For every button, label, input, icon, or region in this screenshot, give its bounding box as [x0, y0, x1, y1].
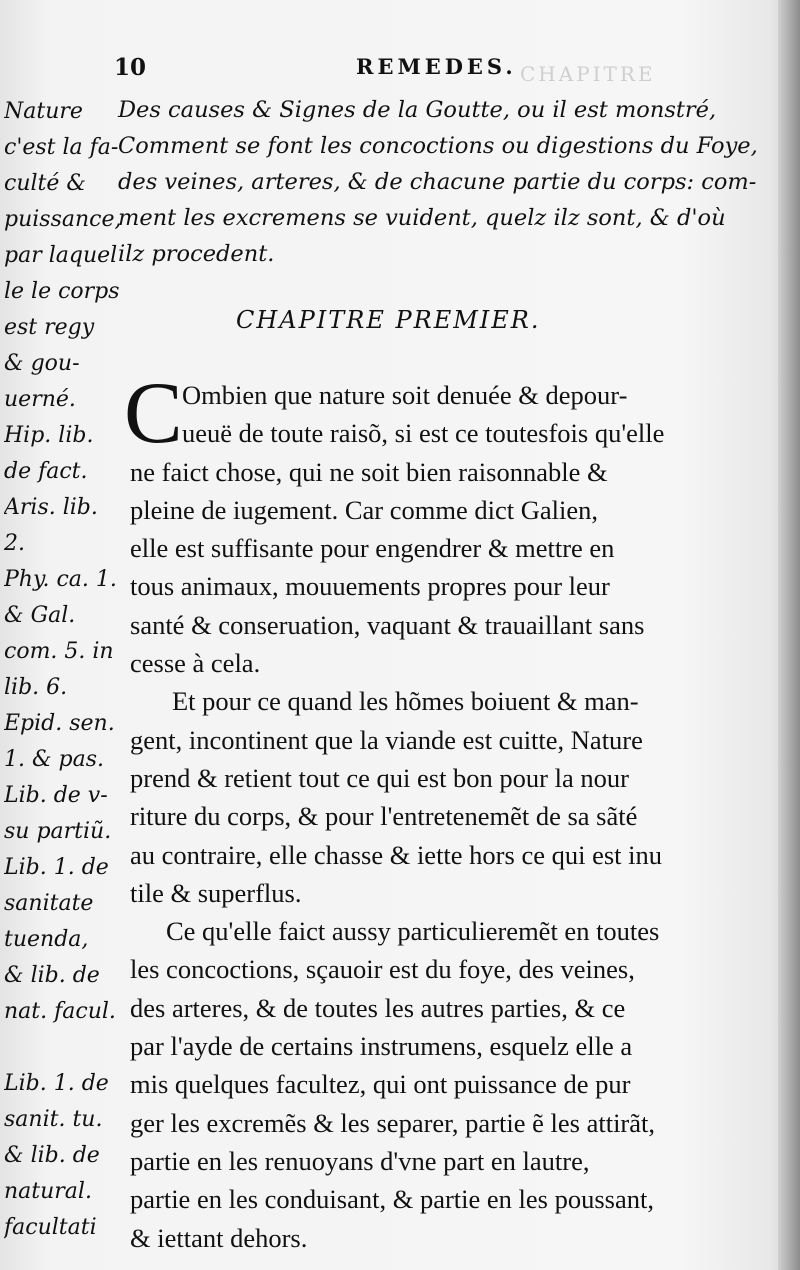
- summary-line: Des causes & Signes de la Goutte, ou il est monstré,: [118, 97, 717, 123]
- margin-note-line: 2.: [4, 531, 25, 556]
- body-line: partie en les renuoyans d'vne part en lautre,: [130, 1145, 590, 1176]
- body-line: & iettant dehors.: [130, 1222, 308, 1253]
- margin-note-line: Hip. lib.: [4, 423, 94, 448]
- margin-note-line: lib. 6.: [4, 675, 68, 700]
- margin-note-line: Phy. ca. 1.: [4, 567, 117, 592]
- body-line: au contraire, elle chasse & iette hors ce qui est inu: [130, 839, 663, 870]
- page-number: 10: [114, 54, 147, 81]
- margin-note-spacer: [4, 1030, 130, 1066]
- chapter-summary: [118, 92, 758, 272]
- margin-note-line: de fact.: [4, 459, 88, 484]
- body-line: cesse à cela.: [130, 648, 261, 679]
- margin-note-line: Aris. lib.: [4, 495, 98, 520]
- margin-note-line: & gou-: [4, 351, 80, 376]
- summary-line: ilz procedent.: [118, 241, 275, 267]
- body-line: partie en les conduisant, & partie en les poussant,: [130, 1184, 654, 1215]
- margin-note-line: est regy: [4, 315, 95, 340]
- body-line: gent, incontinent que la viande est cuitte, Nature: [130, 724, 643, 755]
- margin-note-line: facultati: [4, 1215, 97, 1240]
- body-line: prend & retient tout ce qui est bon pour la nour: [130, 762, 629, 793]
- body-line: Ombien que nature soit denuée & depour-: [182, 380, 628, 410]
- body-line: ger les excremẽs & les separer, partie ẽ les attirãt,: [130, 1107, 656, 1138]
- margin-note-line: Nature: [4, 99, 83, 124]
- body-line: tous animaux, mouuements propres pour leur: [130, 571, 610, 602]
- margin-note-line: par laquel: [4, 243, 118, 268]
- summary-line: des veines, arteres, & de chacune partie du corps: com-: [118, 169, 757, 195]
- margin-note-line: c'est la fa-: [4, 135, 119, 160]
- margin-note-line: nat. facul.: [4, 999, 116, 1024]
- body-text: [130, 376, 770, 1257]
- margin-note-line: sanitate: [4, 891, 94, 916]
- marginal-notes: [4, 94, 130, 1246]
- margin-note-line: & Gal.: [4, 603, 76, 628]
- margin-note-line: Lib. de v-: [4, 783, 108, 808]
- body-line: tile & superflus.: [130, 877, 302, 908]
- running-head: REMEDES.: [356, 54, 517, 79]
- margin-note-line: 1. & pas.: [4, 747, 105, 772]
- margin-note-line: natural.: [4, 1179, 92, 1204]
- margin-note-line: sanit. tu.: [4, 1107, 103, 1132]
- margin-note-line: Epid. sen.: [4, 711, 115, 736]
- body-line: ueuë de toute raisõ, si est ce toutesfois qu'elle: [182, 418, 665, 449]
- chapter-title: CHAPITRE PREMIER.: [236, 306, 541, 334]
- margin-note-line: tuenda,: [4, 927, 89, 952]
- margin-note-line: & lib. de: [4, 963, 100, 988]
- summary-line: Comment se font les concoctions ou digestions du Foye,: [118, 133, 758, 159]
- margin-note-line: com. 5. in: [4, 639, 114, 664]
- margin-note-line: culté &: [4, 171, 86, 196]
- body-line: Et pour ce quand les hõmes boiuent & man-: [172, 686, 639, 717]
- summary-line: ment les excremens se vuident, quelz ilz sont, & d'où: [118, 205, 726, 231]
- book-spine-shadow: [778, 0, 800, 1270]
- body-line: santé & conseruation, vaquant & trauaillant sans: [130, 609, 645, 640]
- body-line: Ce qu'elle faict aussy particulieremẽt en toutes: [166, 916, 660, 947]
- margin-note-line: Lib. 1. de: [4, 855, 109, 880]
- margin-note-line: uerné.: [4, 387, 76, 412]
- body-line: riture du corps, & pour l'entretenemẽt de sa sãté: [130, 801, 638, 832]
- body-line: pleine de iugement. Car comme dict Galien,: [130, 494, 599, 525]
- body-line: des arteres, & de toutes les autres parties, & ce: [130, 992, 626, 1023]
- bleed-through-text: CHAPITRE: [520, 62, 656, 86]
- margin-note-line: su partiũ.: [4, 819, 112, 844]
- margin-note-line: puissance,: [4, 207, 122, 232]
- margin-note-line: Lib. 1. de: [4, 1071, 109, 1096]
- margin-note-line: le le corps: [4, 279, 120, 304]
- body-line: les concoctions, sçauoir est du foye, des veines,: [130, 954, 635, 985]
- body-line: par l'ayde de certains instrumens, esquelz elle a: [130, 1031, 633, 1062]
- body-line: ne faict chose, qui ne soit bien raisonnable &: [130, 456, 608, 487]
- margin-note-line: & lib. de: [4, 1143, 100, 1168]
- drop-cap: C: [124, 365, 183, 462]
- body-line: elle est suffisante pour engendrer & mettre en: [130, 533, 615, 564]
- body-line: mis quelques facultez, qui ont puissance de pur: [130, 1069, 631, 1100]
